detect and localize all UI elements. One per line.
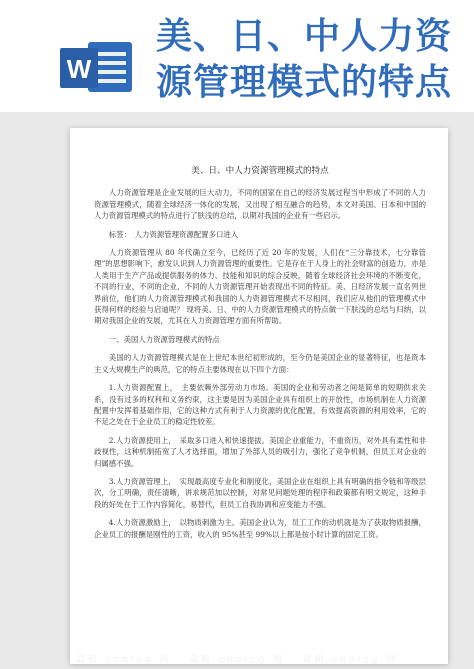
document-title: 美、日、中人力资源管理模式的特点 <box>191 166 329 176</box>
banner <box>0 0 474 110</box>
watermark: 最稿 cnblog 网 · 最稿 cnblog 网 · 最稿 cnblog 网 <box>75 655 399 665</box>
document-body <box>94 166 426 547</box>
word-document-icon <box>60 38 134 96</box>
section-intro-paragraph: 美国的人力资源管理模式是在上世纪本世纪初形成的，至今仍是美国企业的显著特征，也是资本主义大规模生产的典范，它的特点主要体现在以下四个方面： <box>94 353 426 374</box>
section-heading: 一、美国人力资源管理模式的特点 <box>108 334 220 344</box>
point-3-paragraph: 3.人力资源管理上， 实现最高度专业化和制度化，美国企业在组织上具有明确的指令链和等级层次，分工明确，责任清晰，讲求规范加以控制，对常见问题处理的程序和政策都有明文规定，这种手段的好处在于工作内容简化，易替代，但员工自我协调和应变能力不强。 <box>94 476 426 509</box>
point-1-paragraph: 1.人力资源配置上， 主要依赖外部劳动力市场。美国的企业和劳动者之间是简单的短期供求关系，没有过多的权利和义务约束，这主要是因为美国企业具有组织上的开放性，市场机制在人力资源配置中发挥着基础作用，它的这种方式有利于人力资源的优化配置，有效提高资源的利用效率，它的不足之处在于企业员工的稳定性较差。 <box>94 383 426 427</box>
banner-title: 美、日、中人力资源管理模式的特点 <box>156 16 453 103</box>
point-4-paragraph: 4.人力资源激励上， 以物质刺激为主。美国企业认为，员工工作的动机就是为了获取物质报酬，企业员工的报酬是刚性的工资，收入的 95%甚至 99%以上都是按小时计算的固定工资。 <box>94 518 426 539</box>
keywords-line: 标签： 人力资源管理资源配置多口进入 <box>108 229 239 239</box>
abstract-paragraph: 人力资源管理是企业发展的巨大动力，不同的国家在自己的经济发展过程当中形成了不同的人力资源管理模式，随着全球经济一体化的发展，又出现了相互融合的趋势，本文对美国、日本和中国的人力资源管理模式的特点进行了肤浅的总结，以期对我国的企业有一些启示。 <box>94 188 426 221</box>
intro-paragraph: 人力资源管理从 80 年代确立至今，已经历了近 20 年的发展，人们在“三分靠技术，七分靠管理”的思想影响下，愈发认识到人力资源管理的重要性。它是存在于人身上的社会财富的创造力，亦是人类用于生产产品或提供服务的体力、技能和知识的综合反映，随着全球经济社会环境的不断变化，不同的行业，不同的企业，不同的人力资源管理开始表现出不同的特征。美、日经济发展一直名列世界前位，他们的人力资源管理模式和我国的人力资源管理模式不尽相同，我们应从他们的管理模式中获得何样的经验与启迪呢？ 现将美、日、中的人力资源管理模式的特点做一下肤浅的总结与归纳，以期对我国企业的发展，尤其在人力资源管理方面有所帮助。 <box>94 248 426 326</box>
point-2-paragraph: 2.人力资源使用上， 采取多口进入和快速提拔。美国企业重能力，不重资历，对外具有柔性和非歧视性，这种机制拓宽了人才选择面，增加了外部人员的吸引力，强化了竞争机制，但员工对企业的归属感不强。 <box>94 435 426 468</box>
document-page <box>70 128 448 664</box>
word-letter: W <box>66 54 92 84</box>
